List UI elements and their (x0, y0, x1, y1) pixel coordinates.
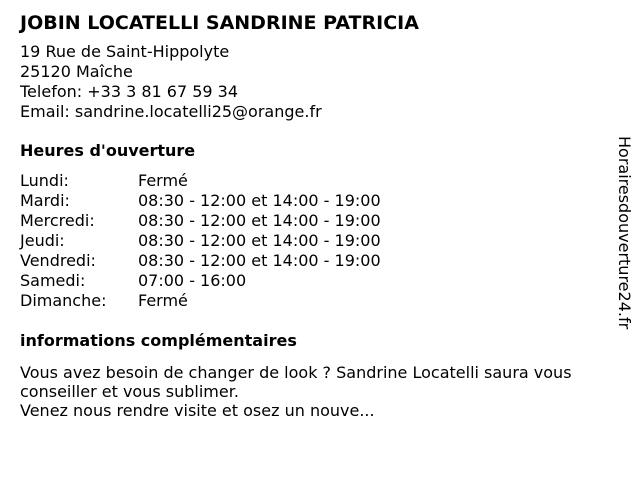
hours-day: Jeudi: (20, 231, 65, 250)
hours-row-sunday (20, 291, 610, 311)
hours-value: 07:00 - 16:00 (138, 271, 247, 290)
hours-row-friday (20, 251, 610, 271)
hours-value: Fermé (138, 291, 188, 310)
hours-value: Fermé (138, 171, 188, 190)
site-watermark: Horairesdouverture24.fr (615, 136, 634, 330)
hours-value: 08:30 - 12:00 et 14:00 - 19:00 (138, 231, 381, 250)
info-line: Venez nous rendre visite et osez un nouve... (20, 401, 375, 420)
info-line: Vous avez besoin de changer de look ? Sandrine Locatelli saura vous (20, 363, 572, 382)
email-line: Email: sandrine.locatelli25@orange.fr (20, 102, 322, 121)
hours-row-wednesday (20, 211, 610, 231)
hours-row-tuesday (20, 191, 610, 211)
hours-day: Dimanche: (20, 291, 107, 310)
hours-value: 08:30 - 12:00 et 14:00 - 19:00 (138, 251, 381, 270)
street-address: 19 Rue de Saint-Hippolyte (20, 42, 230, 61)
hours-table (20, 171, 610, 311)
info-description (20, 363, 620, 420)
hours-day: Mardi: (20, 191, 70, 210)
hours-heading: Heures d'ouverture (20, 141, 196, 160)
hours-row-monday (20, 171, 610, 191)
postal-city: 25120 Maîche (20, 62, 133, 81)
info-line: conseiller et vous sublimer. (20, 382, 239, 401)
hours-day: Lundi: (20, 171, 69, 190)
hours-value: 08:30 - 12:00 et 14:00 - 19:00 (138, 211, 381, 230)
business-card (20, 10, 610, 420)
hours-row-saturday (20, 271, 610, 291)
hours-day: Vendredi: (20, 251, 96, 270)
hours-day: Samedi: (20, 271, 86, 290)
phone-line: Telefon: +33 3 81 67 59 34 (20, 82, 239, 101)
business-name: JOBIN LOCATELLI SANDRINE PATRICIA (20, 12, 419, 34)
info-heading: informations complémentaires (20, 331, 297, 350)
hours-day: Mercredi: (20, 211, 95, 230)
hours-value: 08:30 - 12:00 et 14:00 - 19:00 (138, 191, 381, 210)
hours-row-thursday (20, 231, 610, 251)
